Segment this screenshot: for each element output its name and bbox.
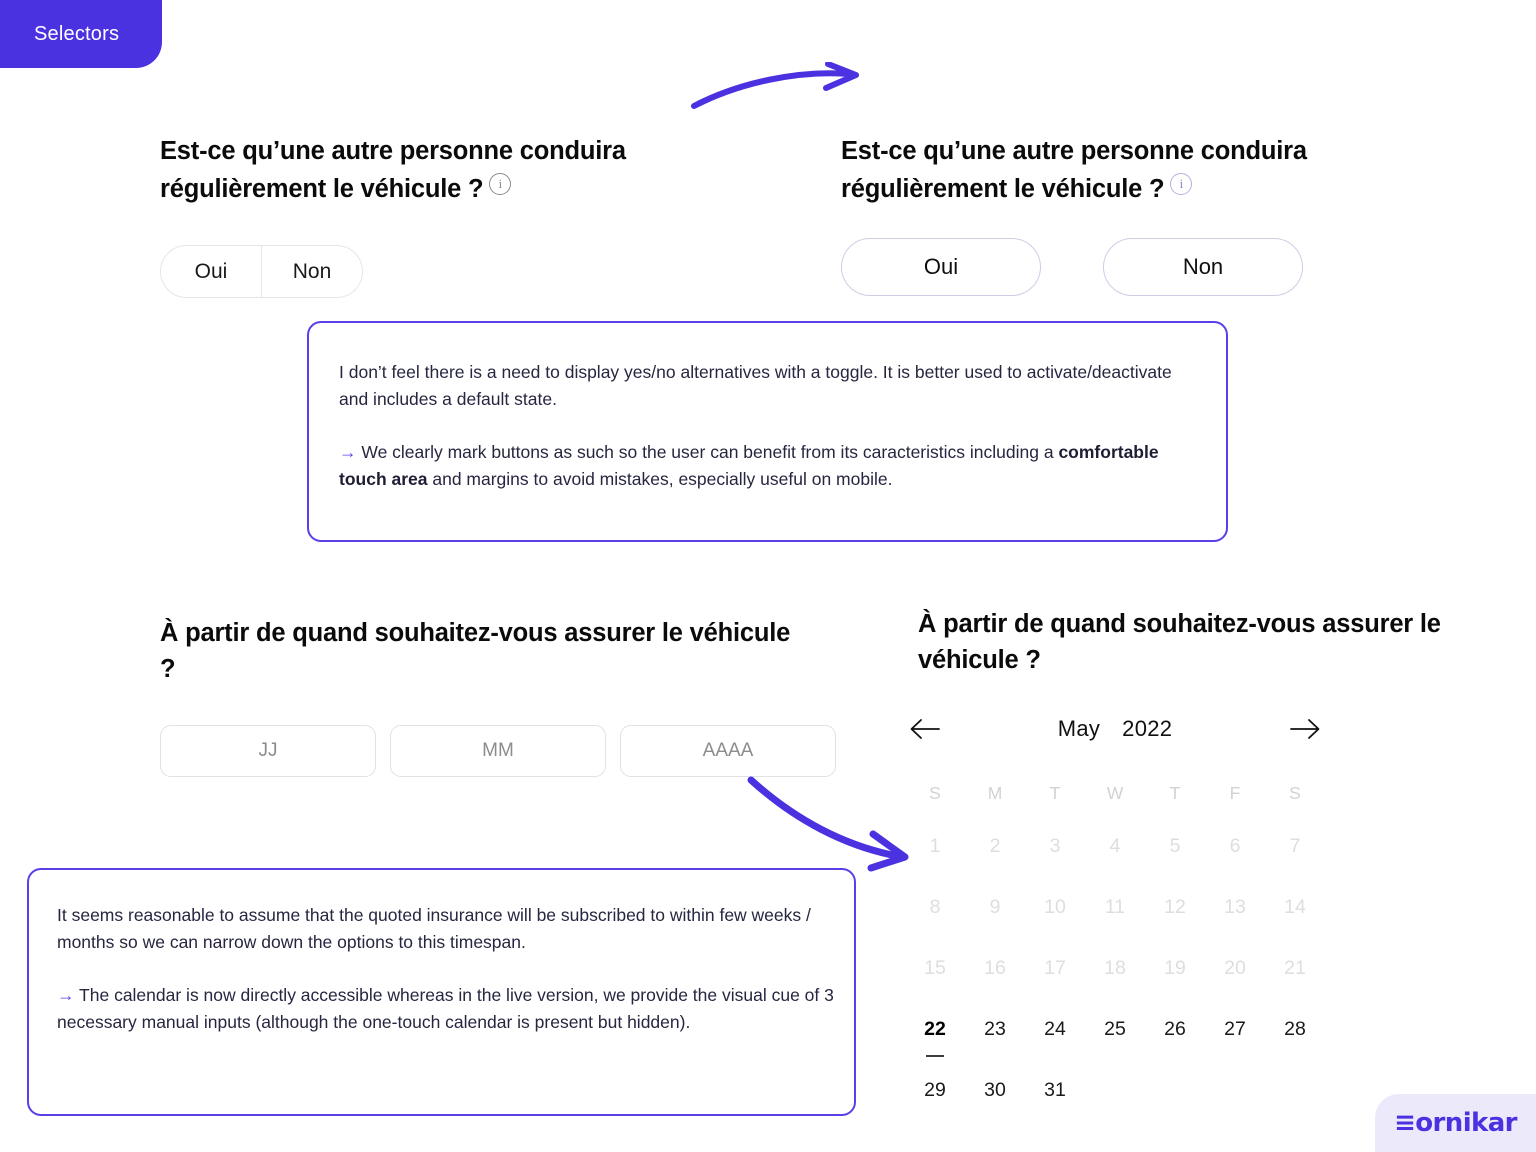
question-heading-date-left: À partir de quand souhaitez-vous assurer le véhicule ? xyxy=(160,619,791,683)
calendar-year-label: 2022 xyxy=(1122,716,1173,741)
question-heading-driver-left xyxy=(160,133,760,207)
calendar-day-28[interactable]: 28 xyxy=(1284,1018,1306,1040)
calendar-day-22[interactable]: 22 xyxy=(905,1011,965,1048)
calendar-title xyxy=(945,716,1285,742)
toggle-segment-non[interactable]: Non xyxy=(261,246,362,297)
callout-toggle-paragraph-2 xyxy=(339,439,1186,493)
callout-arrow-glyph-2: → xyxy=(57,985,75,1005)
calendar-day-23[interactable]: 23 xyxy=(984,1018,1006,1040)
calendar-day-4: 4 xyxy=(1109,835,1121,857)
annotation-callout-toggle xyxy=(307,321,1228,542)
calendar-day-17: 17 xyxy=(1044,957,1066,979)
calendar-week-row xyxy=(905,889,1325,926)
calendar-day-25[interactable]: 25 xyxy=(1104,1018,1126,1040)
callout-arrow-glyph: → xyxy=(339,442,357,462)
curved-arrow-down-right-icon xyxy=(745,772,920,882)
calendar-weekday-6: S xyxy=(1289,783,1301,803)
calendar-week-row xyxy=(905,828,1325,865)
question-heading-driver-right-text: Est-ce qu’une autre personne conduira régulièrement le véhicule ? xyxy=(841,137,1307,203)
calendar-weekday-5: F xyxy=(1229,783,1241,803)
button-oui[interactable]: Oui xyxy=(841,238,1041,296)
question-heading-driver-right xyxy=(841,133,1461,207)
date-input-month[interactable]: MM xyxy=(390,725,606,777)
calendar-week-row xyxy=(905,950,1325,987)
toggle-driver-yes-no[interactable] xyxy=(160,245,363,298)
calendar-day-5: 5 xyxy=(1169,835,1181,857)
calendar-weekday-3: W xyxy=(1106,783,1124,803)
annotation-callout-calendar xyxy=(27,868,856,1116)
calendar-weekday-header xyxy=(905,783,1325,804)
calendar-day-30[interactable]: 30 xyxy=(984,1079,1006,1101)
ornikar-logo-text xyxy=(1394,1108,1517,1138)
calendar-day-3: 3 xyxy=(1049,835,1061,857)
callout-toggle-p2-part1: We clearly mark buttons as such so the user can benefit from its caracteristics including a xyxy=(356,442,1059,462)
calendar-day-20: 20 xyxy=(1224,957,1246,979)
calendar-day-8: 8 xyxy=(929,896,941,918)
ornikar-logo-wordmark: ornikar xyxy=(1415,1108,1517,1138)
calendar-day-10: 10 xyxy=(1044,896,1066,918)
calendar-day-31[interactable]: 31 xyxy=(1044,1079,1066,1101)
calendar-day-1: 1 xyxy=(929,835,941,857)
callout-calendar-paragraph-1: It seems reasonable to assume that the quoted insurance will be subscribed to within few weeks / months so we can narrow down the options to this timespan. xyxy=(57,905,811,952)
calendar-weekday-0: S xyxy=(929,783,941,803)
callout-calendar-paragraph-2 xyxy=(57,982,834,1036)
calendar-weekday-4: T xyxy=(1169,783,1181,803)
calendar-month-label: May xyxy=(1057,716,1101,741)
info-circle-icon-left[interactable] xyxy=(489,169,511,205)
calendar-day-27[interactable]: 27 xyxy=(1224,1018,1246,1040)
calendar-day-24[interactable]: 24 xyxy=(1044,1018,1066,1040)
calendar-day-29[interactable]: 29 xyxy=(924,1079,946,1101)
calendar-day-11: 11 xyxy=(1104,896,1126,918)
calendar-day-13: 13 xyxy=(1224,896,1246,918)
calendar-header xyxy=(905,705,1325,753)
question-heading-driver-left-text: Est-ce qu’une autre personne conduira régulièrement le véhicule ? xyxy=(160,137,626,203)
date-input-day[interactable]: JJ xyxy=(160,725,376,777)
callout-toggle-p2-part2: and margins to avoid mistakes, especially useful on mobile. xyxy=(427,469,893,489)
callout-toggle-p2-bold: comfortable touch area xyxy=(339,442,1159,489)
calendar-day-grid xyxy=(905,828,1325,1109)
button-non[interactable]: Non xyxy=(1103,238,1303,296)
calendar-weekday-2: T xyxy=(1049,783,1061,803)
calendar-day-7: 7 xyxy=(1289,835,1301,857)
calendar-day-14: 14 xyxy=(1284,896,1306,918)
curved-arrow-right-icon xyxy=(690,62,870,122)
calendar-day-16: 16 xyxy=(984,957,1006,979)
calendar-day-9: 9 xyxy=(989,896,1001,918)
callout-calendar-p2-text: The calendar is now directly accessible whereas in the live version, we provide the visual cue of 3 necessary manual inputs (although the one-touch calendar is present but hidden). xyxy=(57,985,834,1032)
ornikar-logo-f-mark: ≡ xyxy=(1394,1108,1416,1138)
calendar-weekday-1: M xyxy=(987,783,1003,803)
date-picker-calendar[interactable] xyxy=(905,705,1325,1109)
callout-toggle-paragraph-1: I don’t feel there is a need to display yes/no alternatives with a toggle. It is better used to activate/deactivate and includes a default state. xyxy=(339,362,1172,409)
calendar-day-12: 12 xyxy=(1164,896,1186,918)
selectors-tab[interactable] xyxy=(0,0,162,68)
arrow-left-icon[interactable] xyxy=(905,709,945,749)
ornikar-logo xyxy=(1375,1094,1536,1152)
calendar-week-row xyxy=(905,1072,1325,1109)
question-heading-date-right: À partir de quand souhaitez-vous assurer le véhicule ? xyxy=(918,610,1441,674)
calendar-day-19: 19 xyxy=(1164,957,1186,979)
calendar-week-row xyxy=(905,1011,1325,1048)
arrow-right-icon[interactable] xyxy=(1285,709,1325,749)
selectors-tab-label: Selectors xyxy=(34,22,120,45)
calendar-day-15: 15 xyxy=(924,957,946,979)
date-input-year[interactable]: AAAA xyxy=(620,725,836,777)
calendar-day-21: 21 xyxy=(1284,957,1306,979)
toggle-segment-oui[interactable]: Oui xyxy=(194,259,228,283)
calendar-day-6: 6 xyxy=(1229,835,1241,857)
info-circle-icon-right[interactable] xyxy=(1170,169,1192,205)
calendar-day-2: 2 xyxy=(989,835,1001,857)
calendar-day-18: 18 xyxy=(1104,957,1126,979)
calendar-day-26[interactable]: 26 xyxy=(1164,1018,1186,1040)
